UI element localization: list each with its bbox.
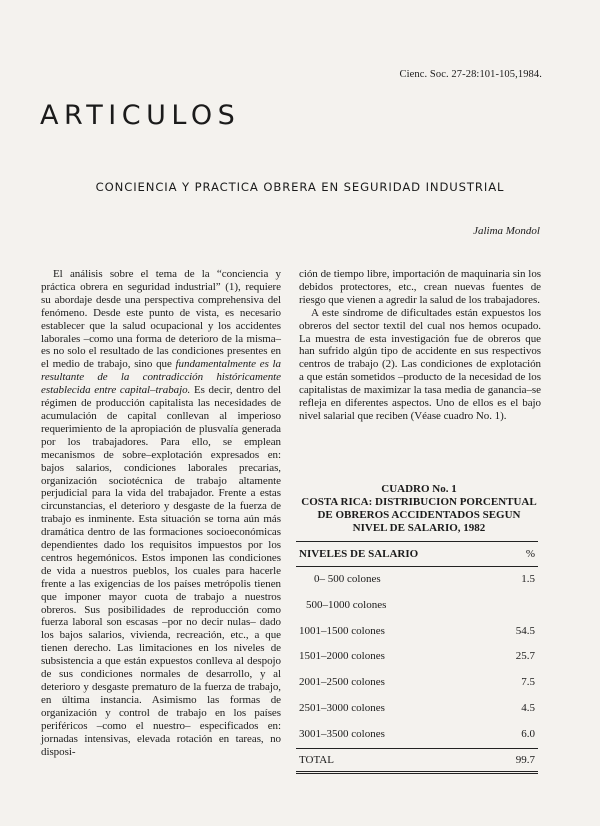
paragraph-1-continued: ción de tiempo libre, importación de maquinaria sin los debidos protectores, etc., crean nuevas fuentes de riesgo que vienen a agredir la salud de los trabajadores. — [299, 268, 541, 306]
column-header-percent: % — [525, 548, 535, 560]
table-caption-line-4: NIVEL DE SALARIO, 1982 — [352, 522, 486, 534]
paragraph-1 — [41, 268, 281, 758]
row-value: 4.5 — [521, 701, 535, 714]
row-label: 0– 500 colones — [314, 573, 381, 585]
paragraph-1-text-a: El análisis sobre el tema de la “conciencia y práctica obrera en seguridad industrial” (1), requiere su abordaje desde una perspectiva comprehensiva del fenómeno. Desde este punto de vista, es necesario establecer que la salud ocupacional y los accidentes laborales –como una forma de deterioro de la misma– es no solo el resultado de las condiciones presentes en el medio de trabajo, sino que — [41, 268, 281, 371]
article-title: CONCIENCIA Y PRACTICA OBRERA EN SEGURIDAD INDUSTRIAL — [95, 180, 505, 194]
row-label: 500–1000 colones — [306, 598, 387, 611]
left-column — [41, 268, 281, 758]
column-header-levels: NIVELES DE SALARIO — [299, 548, 419, 560]
row-value: 6.0 — [521, 727, 535, 740]
table-caption-line-3: DE OBREROS ACCIDENTADOS SEGUN — [317, 509, 521, 521]
table-caption-line-1: CUADRO No. 1 — [381, 483, 457, 495]
row-value: 7.5 — [521, 676, 535, 689]
salary-table — [296, 541, 538, 774]
table-row — [296, 567, 538, 593]
paragraph-2: A este síndrome de dificultades están expuestos los obreros del sector textil del cual nos hemos ocupado. La muestra de esta investigación fue de obreros que han sufrido algún tipo de accidente en sus respectivos centros de trabajo (2). Las condiciones de explotación a que están sometidos –producto de la necesidad de los capitalistas de maximizar la tasa media de ganancia–se refleja en diferentes aspectos. Uno de ellos es el bajo nivel salarial que reciben (Véase cuadro No. 1). — [299, 306, 541, 422]
table-row — [296, 593, 538, 619]
row-value: 1.5 — [521, 573, 535, 585]
row-label: 3001–3500 colones — [299, 727, 385, 740]
row-label: 1501–2000 colones — [299, 650, 385, 663]
paragraph-1-emphasis: fundamentalmente es la resultante de la contradicción históricamente establecida entre capital–trabajo. — [41, 358, 281, 397]
right-column — [299, 268, 541, 423]
paragraph-1-text-b: Es decir, dentro del régimen de producción capitalista las necesidades de acumulación de capital conllevan al imperioso requerimiento de la apropiación de plusvalía generada por los trabajadores. Para ello, se emplean mecanismos de sobre–explotación expresados en: bajos salarios, condiciones laborales precarias, organización sociotécnica de trabajo altamente perjudicial para la vida del trabajador. Frente a estas circunstancias, el deterioro y desgaste de la fuerza de trabajo es inminente. Esta situación se torna aún más dramática dentro de las formaciones socioeconómicas dependientes dado los requisitos impuestos por los centros hegemónicos. Estos imponen las condiciones de vida a nuestros pueblos, los cuales para hacerle frente a las exigencias de los países metrópolis tienen que imponer mayor cuota de trabajo a nuestros obreros. Sus posibilidades de reproducción como fuerza laboral son escasas –por no decir nulas– dado los bajos salarios, vivienda, recreación, etc., a que tienen derecho. Las limitaciones en los niveles de subsistencia a que están expuestos conlleva al despojo de sus condiciones normales de desarrollo, y al deterioro y desgaste prematuro de la fuerza de trabajo, en última instancia. Asimismo las formas de organización y control de trabajo en los países periféricos –como el nuestro– especificados en: jornadas intensivas, elevada rotación en tareas, no disposi- — [41, 384, 281, 758]
row-value: 54.5 — [515, 624, 535, 637]
total-label: TOTAL — [299, 753, 334, 766]
article-author: Jalima Mondol — [473, 225, 540, 237]
table-bottom-rule — [296, 771, 538, 774]
table-caption-line-2: COSTA RICA: DISTRIBUCION PORCENTUAL — [301, 496, 537, 508]
row-label: 2501–3000 colones — [299, 701, 385, 714]
row-value: 25.7 — [515, 650, 535, 663]
table-caption — [294, 483, 544, 535]
table-row — [296, 670, 538, 696]
table-row — [296, 619, 538, 645]
table-row — [296, 696, 538, 722]
table-row — [296, 722, 538, 748]
row-label: 2001–2500 colones — [299, 676, 385, 689]
total-value: 99.7 — [515, 753, 535, 766]
section-heading: ARTICULOS — [40, 100, 241, 131]
journal-citation: Cienc. Soc. 27-28:101-105,1984. — [399, 69, 542, 80]
table-total-row — [296, 749, 538, 771]
table-row — [296, 644, 538, 670]
table-header-row — [296, 542, 538, 566]
row-label: 1001–1500 colones — [299, 624, 385, 637]
